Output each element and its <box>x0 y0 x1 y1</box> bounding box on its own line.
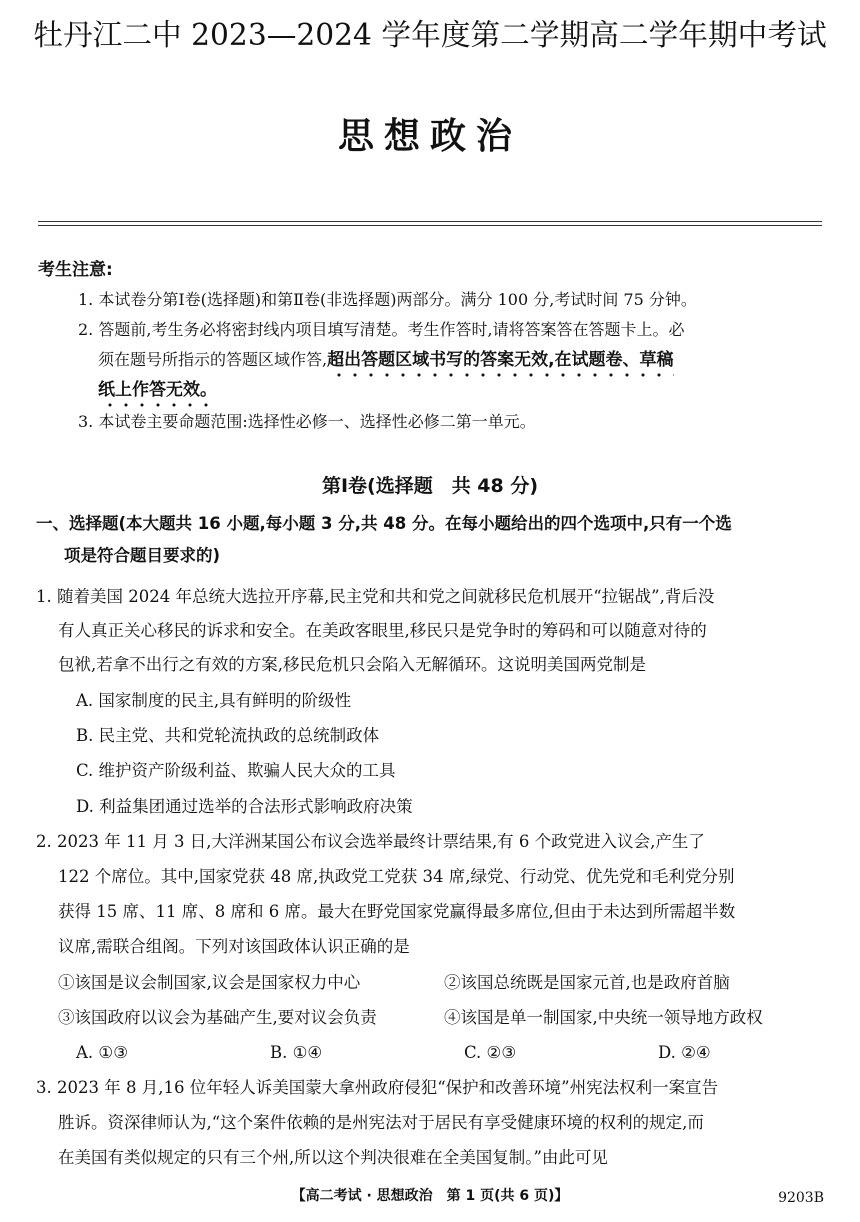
section-instruction-line-1: 一、选择题(本大题共 16 小题,每小题 3 分,共 48 分。在每小题给出的四个选项中,只有一个选 <box>36 514 732 533</box>
question-3-line-1: 3. 2023 年 8 月,16 位年轻人诉美国蒙大拿州政府侵犯“保护和改善环境”州宪法权利一案宣告 <box>36 1078 719 1097</box>
page-footer: 【高二考试 · 思想政治 第 1 页(共 6 页)】 <box>291 1188 569 1204</box>
question-2-line-1: 2. 2023 年 11 月 3 日,大洋洲某国公布议会选举最终计票结果,有 6 个政党进入议会,产生了 <box>36 832 705 851</box>
question-2-option-d: D. ②④ <box>658 1043 711 1062</box>
question-1-option-c: C. 维护资产阶级利益、欺骗人民大众的工具 <box>76 761 396 780</box>
question-2-option-c: C. ②③ <box>464 1043 517 1062</box>
question-2-option-a: A. ①③ <box>76 1043 128 1062</box>
question-2-statement-1: ①该国是议会制国家,议会是国家权力中心 <box>58 973 361 992</box>
notice-item-2-line-2 <box>98 348 674 372</box>
question-2-option-b: B. ①④ <box>270 1043 323 1062</box>
divider-top <box>38 221 822 222</box>
question-3-line-2: 胜诉。资深律师认为,“这个案件依赖的是州宪法对于居民有享受健康环境的权利的规定,而 <box>58 1113 704 1132</box>
question-1-option-d: D. 利益集团通过选举的合法形式影响政府决策 <box>76 797 413 816</box>
subject-title: 思想政治 <box>337 116 522 157</box>
question-1-line-1: 1. 随着美国 2024 年总统大选拉开序幕,民主党和共和党之间就移民危机展开“拉锯战”,背后没 <box>36 587 715 606</box>
notice-item-2-emphasis: 超出答题区域书写的答案无效,在试题卷、草稿 <box>327 350 674 370</box>
notice-item-2-plain: 须在题号所指示的答题区域作答, <box>98 350 328 369</box>
question-1-line-2: 有人真正关心移民的诉求和安全。在美政客眼里,移民只是党争时的筹码和可以随意对待的 <box>58 621 707 640</box>
notice-item-2-line-1: 2. 答题前,考生务必将密封线内项目填写清楚。考生作答时,请将答案答在答题卡上。必 <box>78 320 685 339</box>
question-2-statement-3: ③该国政府以议会为基础产生,要对议会负责 <box>58 1008 377 1027</box>
notice-item-2-line-3 <box>98 378 217 402</box>
question-2-line-4: 议席,需联合组阁。下列对该国政体认识正确的是 <box>58 937 410 956</box>
notice-heading: 考生注意: <box>38 260 113 280</box>
notice-item-1: 1. 本试卷分第Ⅰ卷(选择题)和第Ⅱ卷(非选择题)两部分。满分 100 分,考试时间 75 分钟。 <box>78 290 697 309</box>
question-2-line-2: 122 个席位。其中,国家党获 48 席,执政党工党获 34 席,绿党、行动党、优先党和毛利党分别 <box>58 867 735 886</box>
question-3-line-3: 在美国有类似规定的只有三个州,所以这个判决很难在全美国复制。”由此可见 <box>58 1148 608 1167</box>
question-1-option-b: B. 民主党、共和党轮流执政的总统制政体 <box>76 726 380 745</box>
question-2-statement-2: ②该国总统既是国家元首,也是政府首脑 <box>444 973 730 992</box>
section-instruction-line-2: 项是符合题目要求的) <box>64 546 221 565</box>
question-1-option-a: A. 国家制度的民主,具有鲜明的阶级性 <box>76 691 352 710</box>
notice-item-2-emphasis-end: 纸上作答无效。 <box>98 380 217 400</box>
section-title: 第Ⅰ卷(选择题 共 48 分) <box>321 475 539 497</box>
exam-code: 9203B <box>778 1190 824 1206</box>
question-2-line-3: 获得 15 席、11 席、8 席和 6 席。最大在野党国家党赢得最多席位,但由于未达到所需超半数 <box>58 902 736 921</box>
question-1-line-3: 包袱,若拿不出行之有效的方案,移民危机只会陷入无解循环。这说明美国两党制是 <box>58 655 646 674</box>
exam-title: 牡丹江二中 2023—2024 学年度第二学期高二学年期中考试 <box>33 18 827 53</box>
notice-item-3: 3. 本试卷主要命题范围:选择性必修一、选择性必修二第一单元。 <box>78 412 536 431</box>
question-2-statement-4: ④该国是单一制国家,中央统一领导地方政权 <box>444 1008 763 1027</box>
divider-bottom <box>38 225 822 226</box>
